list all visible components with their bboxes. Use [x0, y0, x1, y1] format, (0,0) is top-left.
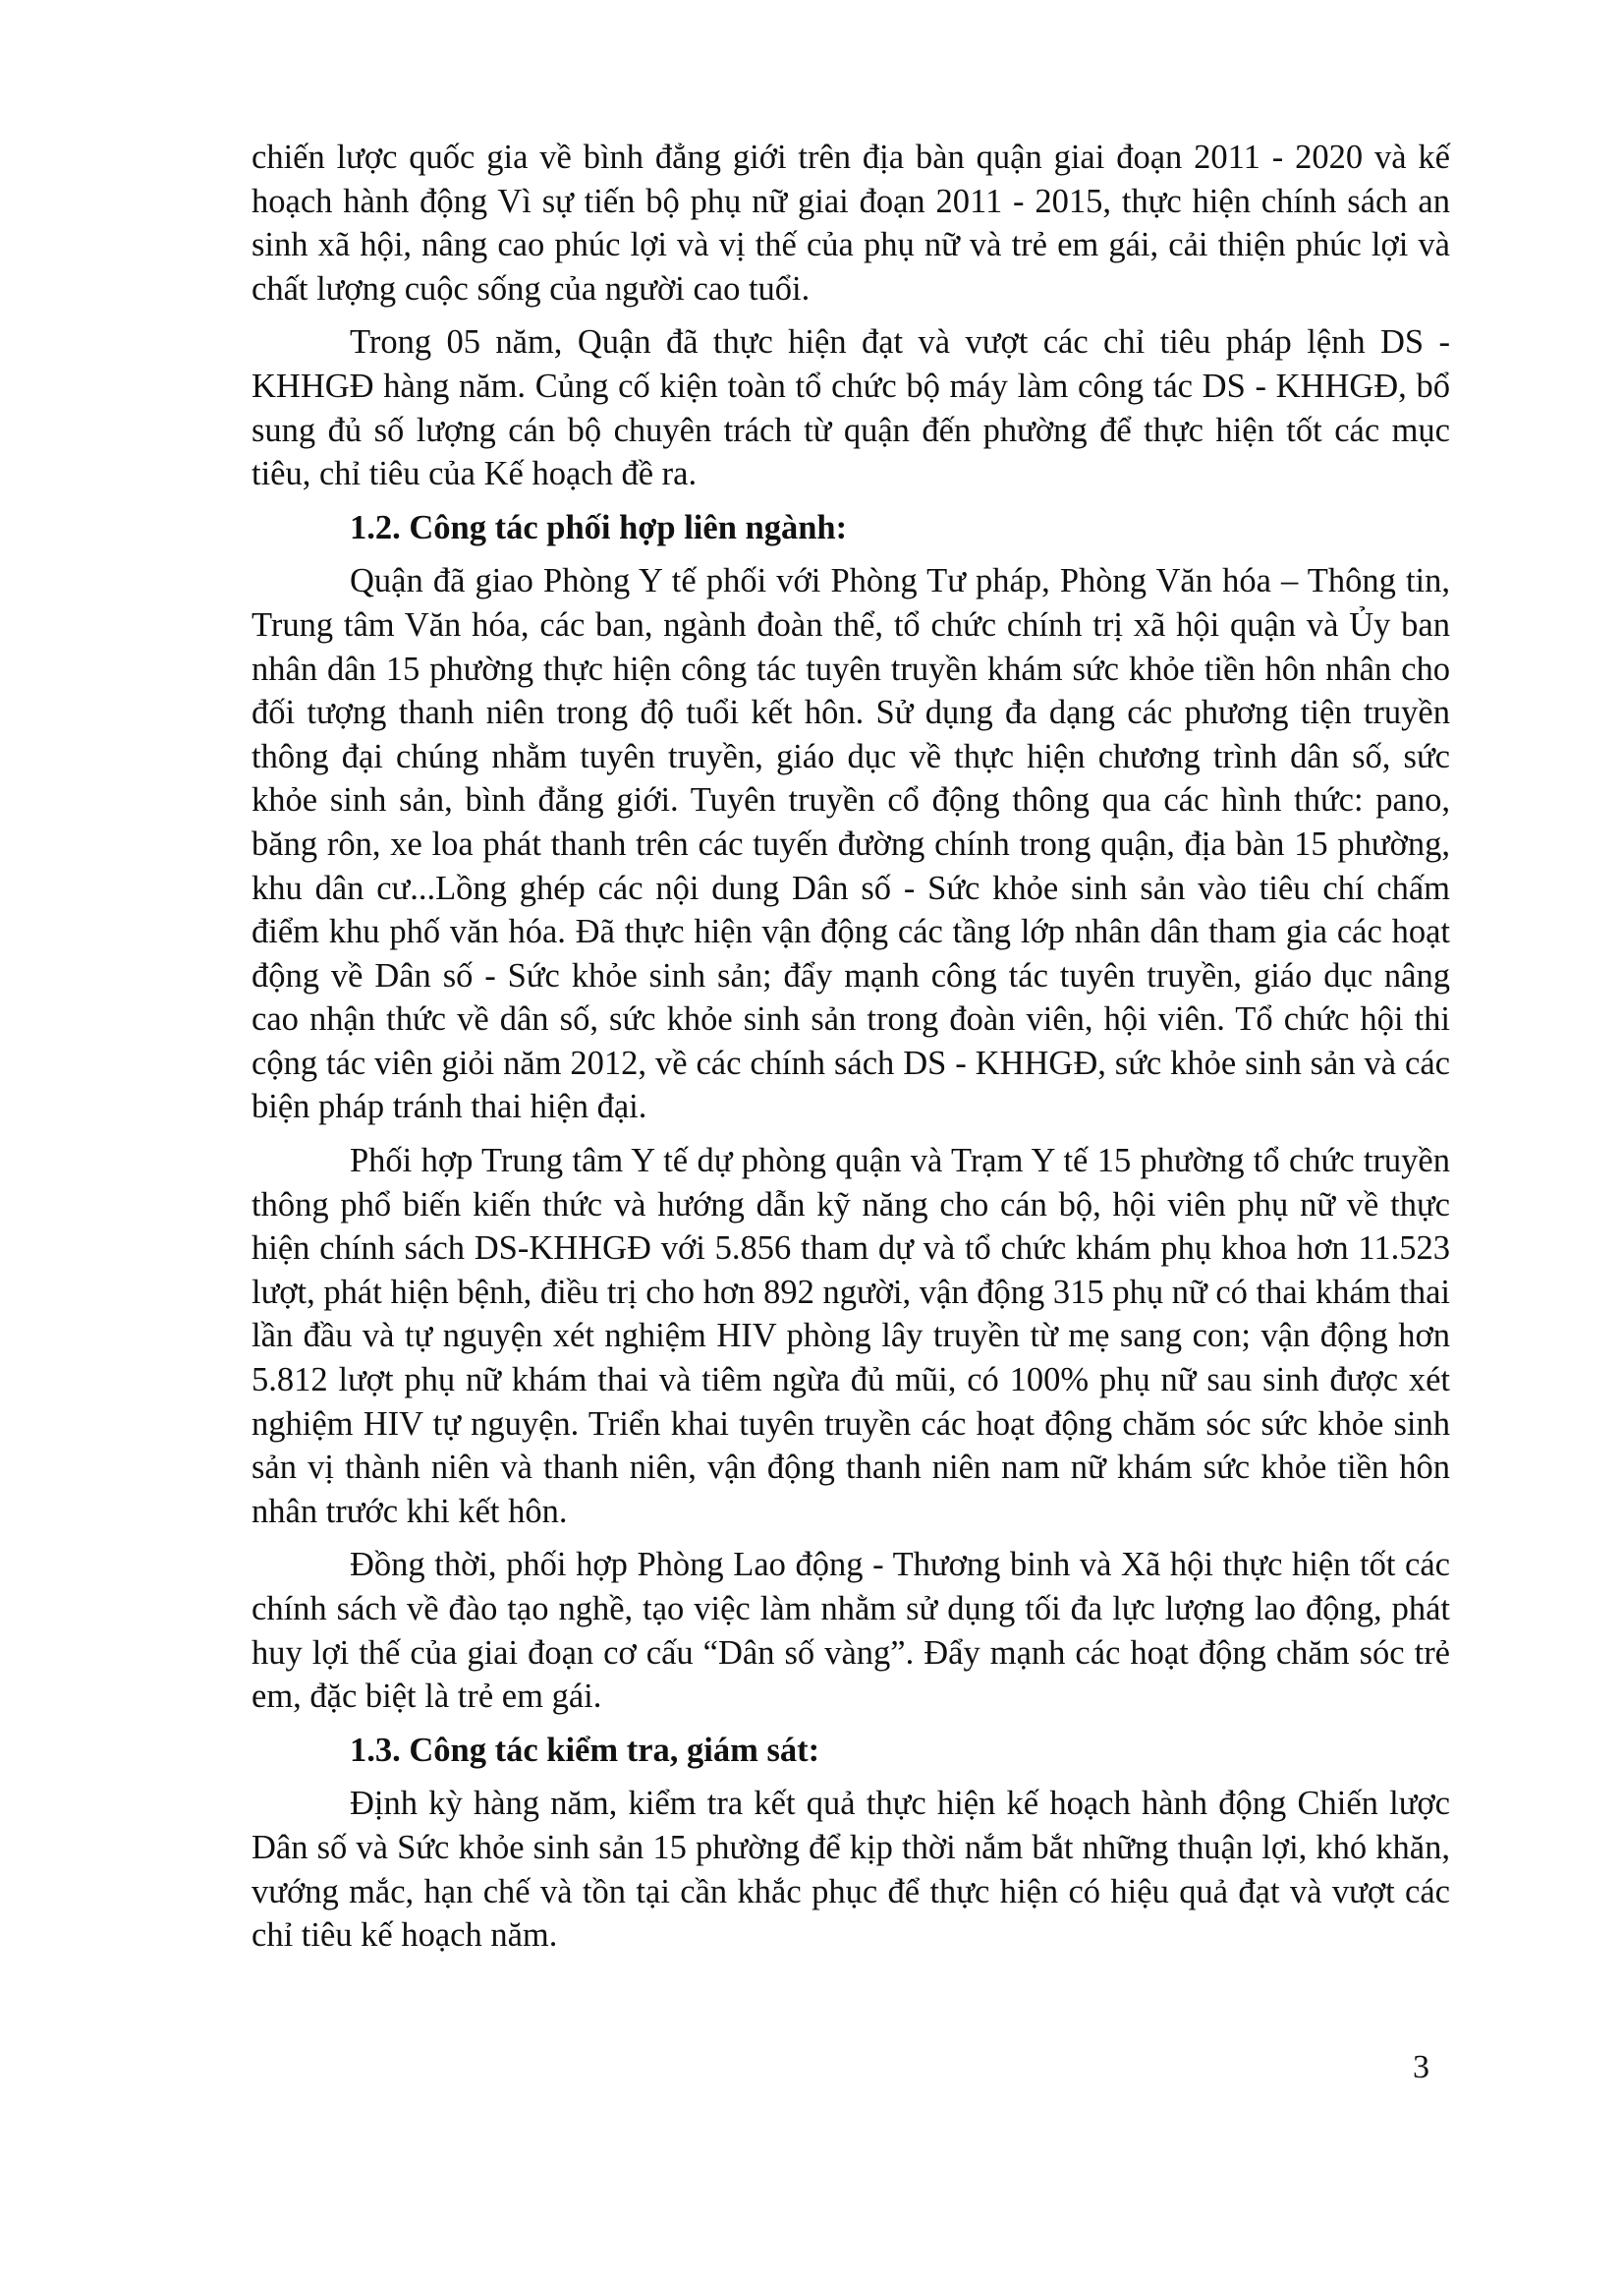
- section-1-2-paragraph-2: Phối hợp Trung tâm Y tế dự phòng quận và Trạm Y tế 15 phường tổ chức truyền thông phổ biến kiến thức và hướng dẫn kỹ năng cho cán bộ, hội viên phụ nữ về thực hiện chính sách DS-KHHGĐ với 5.856 tham dự và tổ chức khám phụ khoa hơn 11.523 lượt, phát hiện bệnh, điều trị cho hơn 892 người, vận động 315 phụ nữ có thai khám thai lần đầu và tự nguyện xét nghiệm HIV phòng lây truyền từ mẹ sang con; vận động hơn 5.812 lượt phụ nữ khám thai và tiêm ngừa đủ mũi, có 100% phụ nữ sau sinh được xét nghiệm HIV tự nguyện. Triển khai tuyên truyền các hoạt động chăm sóc sức khỏe sinh sản vị thành niên và thanh niên, vận động thanh niên nam nữ khám sức khỏe tiền hôn nhân trước khi kết hôn.: [252, 1142, 1450, 1530]
- intro-paragraph-continuation: chiến lược quốc gia về bình đẳng giới trên địa bàn quận giai đoạn 2011 - 2020 và kế hoạch hành động Vì sự tiến bộ phụ nữ giai đoạn 2011 - 2015, thực hiện chính sách an sinh xã hội, nâng cao phúc lợi và vị thế của phụ nữ và trẻ em gái, cải thiện phúc lợi và chất lượng cuộc sống của người cao tuổi.: [252, 139, 1450, 308]
- section-1-3-paragraph-1: Định kỳ hàng năm, kiểm tra kết quả thực hiện kế hoạch hành động Chiến lược Dân số và Sức khỏe sinh sản 15 phường để kịp thời nắm bắt những thuận lợi, khó khăn, vướng mắc, hạn chế và tồn tại cần khắc phục để thực hiện có hiệu quả đạt và vượt các chỉ tiêu kế hoạch năm.: [252, 1785, 1450, 1955]
- section-1-2-paragraph-1: Quận đã giao Phòng Y tế phối với Phòng Tư pháp, Phòng Văn hóa – Thông tin, Trung tâm Văn hóa, các ban, ngành đoàn thể, tổ chức chính trị xã hội quận và Ủy ban nhân dân 15 phường thực hiện công tác tuyên truyền khám sức khỏe tiền hôn nhân cho đối tượng thanh niên trong độ tuổi kết hôn. Sử dụng đa dạng các phương tiện truyền thông đại chúng nhằm tuyên truyền, giáo dục về thực hiện chương trình dân số, sức khỏe sinh sản, bình đẳng giới. Tuyên truyền cổ động thông qua các hình thức: pano, băng rôn, xe loa phát thanh trên các tuyến đường chính trong quận, địa bàn 15 phường, khu dân cư...Lồng ghép các nội dung Dân số - Sức khỏe sinh sản vào tiêu chí chấm điểm khu phố văn hóa. Đã thực hiện vận động các tầng lớp nhân dân tham gia các hoạt động về Dân số - Sức khỏe sinh sản; đẩy mạnh công tác tuyên truyền, giáo dục nâng cao nhận thức về dân số, sức khỏe sinh sản trong đoàn viên, hội viên. Tổ chức hội thi cộng tác viên giỏi năm 2012, về các chính sách DS - KHHGĐ, sức khỏe sinh sản và các biện pháp tránh thai hiện đại.: [252, 562, 1450, 1126]
- section-1-2-paragraph-3: Đồng thời, phối hợp Phòng Lao động - Thương binh và Xã hội thực hiện tốt các chính sách về đào tạo nghề, tạo việc làm nhằm sử dụng tối đa lực lượng lao động, phát huy lợi thế của giai đoạn cơ cấu “Dân số vàng”. Đẩy mạnh các hoạt động chăm sóc trẻ em, đặc biệt là trẻ em gái.: [252, 1546, 1450, 1716]
- page-number: 3: [1413, 2049, 1429, 2085]
- section-heading-1-3: 1.3. Công tác kiểm tra, giám sát:: [350, 1731, 820, 1769]
- intro-paragraph-targets: Trong 05 năm, Quận đã thực hiện đạt và vượt các chỉ tiêu pháp lệnh DS - KHHGĐ hàng năm. Củng cố kiện toàn tổ chức bộ máy làm công tác DS - KHHGĐ, bổ sung đủ số lượng cán bộ chuyên trách từ quận đến phường để thực hiện tốt các mục tiêu, chỉ tiêu của Kế hoạch đề ra.: [252, 323, 1450, 493]
- section-heading-1-2: 1.2. Công tác phối hợp liên ngành:: [350, 508, 848, 546]
- document-page: [252, 136, 1450, 1958]
